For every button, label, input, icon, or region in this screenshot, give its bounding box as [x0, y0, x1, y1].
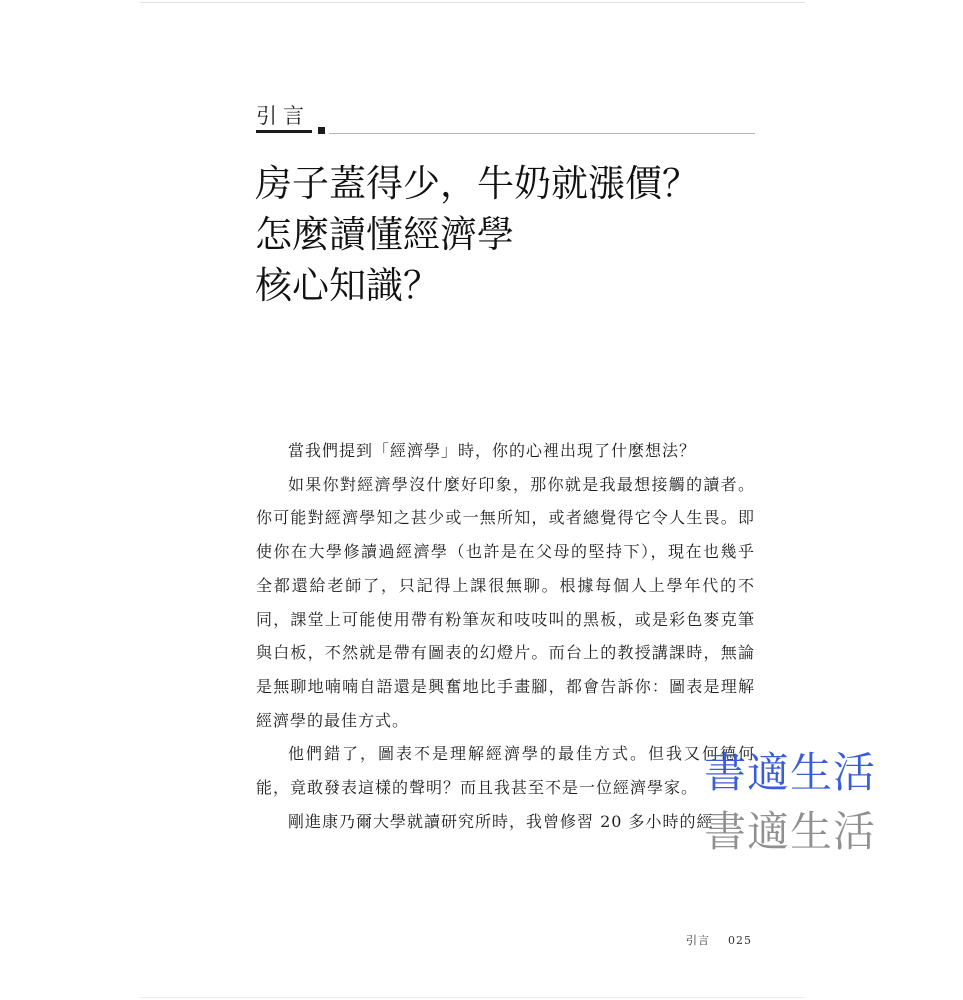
body-paragraph: 當我們提到「經濟學」時，你的心裡出現了什麼想法？ — [288, 441, 697, 460]
section-rule — [329, 133, 755, 134]
section-underline — [256, 130, 312, 133]
body-paragraph: 如果你對經濟學沒什麼好印象，那你就是我最想接觸的讀者。你可能對經濟學知之甚少或一無所知，或者總覺得它令人生畏。即使你在大學修讀過經濟學（也許是在父母的堅持下），現在也幾乎全都還給老師了，只記得上課很無聊。根據每個人上學年代的不同，課堂上可能使用帶有粉筆灰和吱吱叫的黑板，或是彩色麥克筆與白板，不然就是帶有圖表的幻燈片。而台上的教授講課時，無論是無聊地喃喃自語還是興奮地比手畫腳，都會告訴你：圖表是理解經濟學的最佳方式。 — [256, 474, 755, 730]
page-footer — [686, 932, 752, 948]
watermark-gray: 書適生活 — [704, 807, 877, 856]
chapter-title — [255, 158, 775, 311]
section-label: 引言 — [256, 104, 310, 128]
footer-section-label: 引言 — [686, 934, 710, 947]
body-paragraph: 剛進康乃爾大學就讀研究所時，我曾修習 20 多小時的經 — [288, 811, 714, 831]
top-divider — [140, 2, 805, 3]
page-number: 025 — [728, 934, 752, 947]
section-square-marker — [318, 127, 325, 134]
watermark-blue: 書適生活 — [704, 748, 877, 797]
chapter-title-line: 核心知識？ — [255, 264, 440, 307]
bottom-divider — [140, 997, 805, 998]
body-paragraph: 他們錯了，圖表不是理解經濟學的最佳方式。但我又何德何能，竟敢發表這樣的聲明？而且我甚至不是一位經濟學家。 — [256, 744, 755, 798]
body-text — [256, 434, 755, 838]
chapter-title-line: 房子蓋得少，牛奶就漲價？ — [255, 162, 699, 205]
chapter-title-line: 怎麼讀懂經濟學 — [255, 213, 514, 256]
